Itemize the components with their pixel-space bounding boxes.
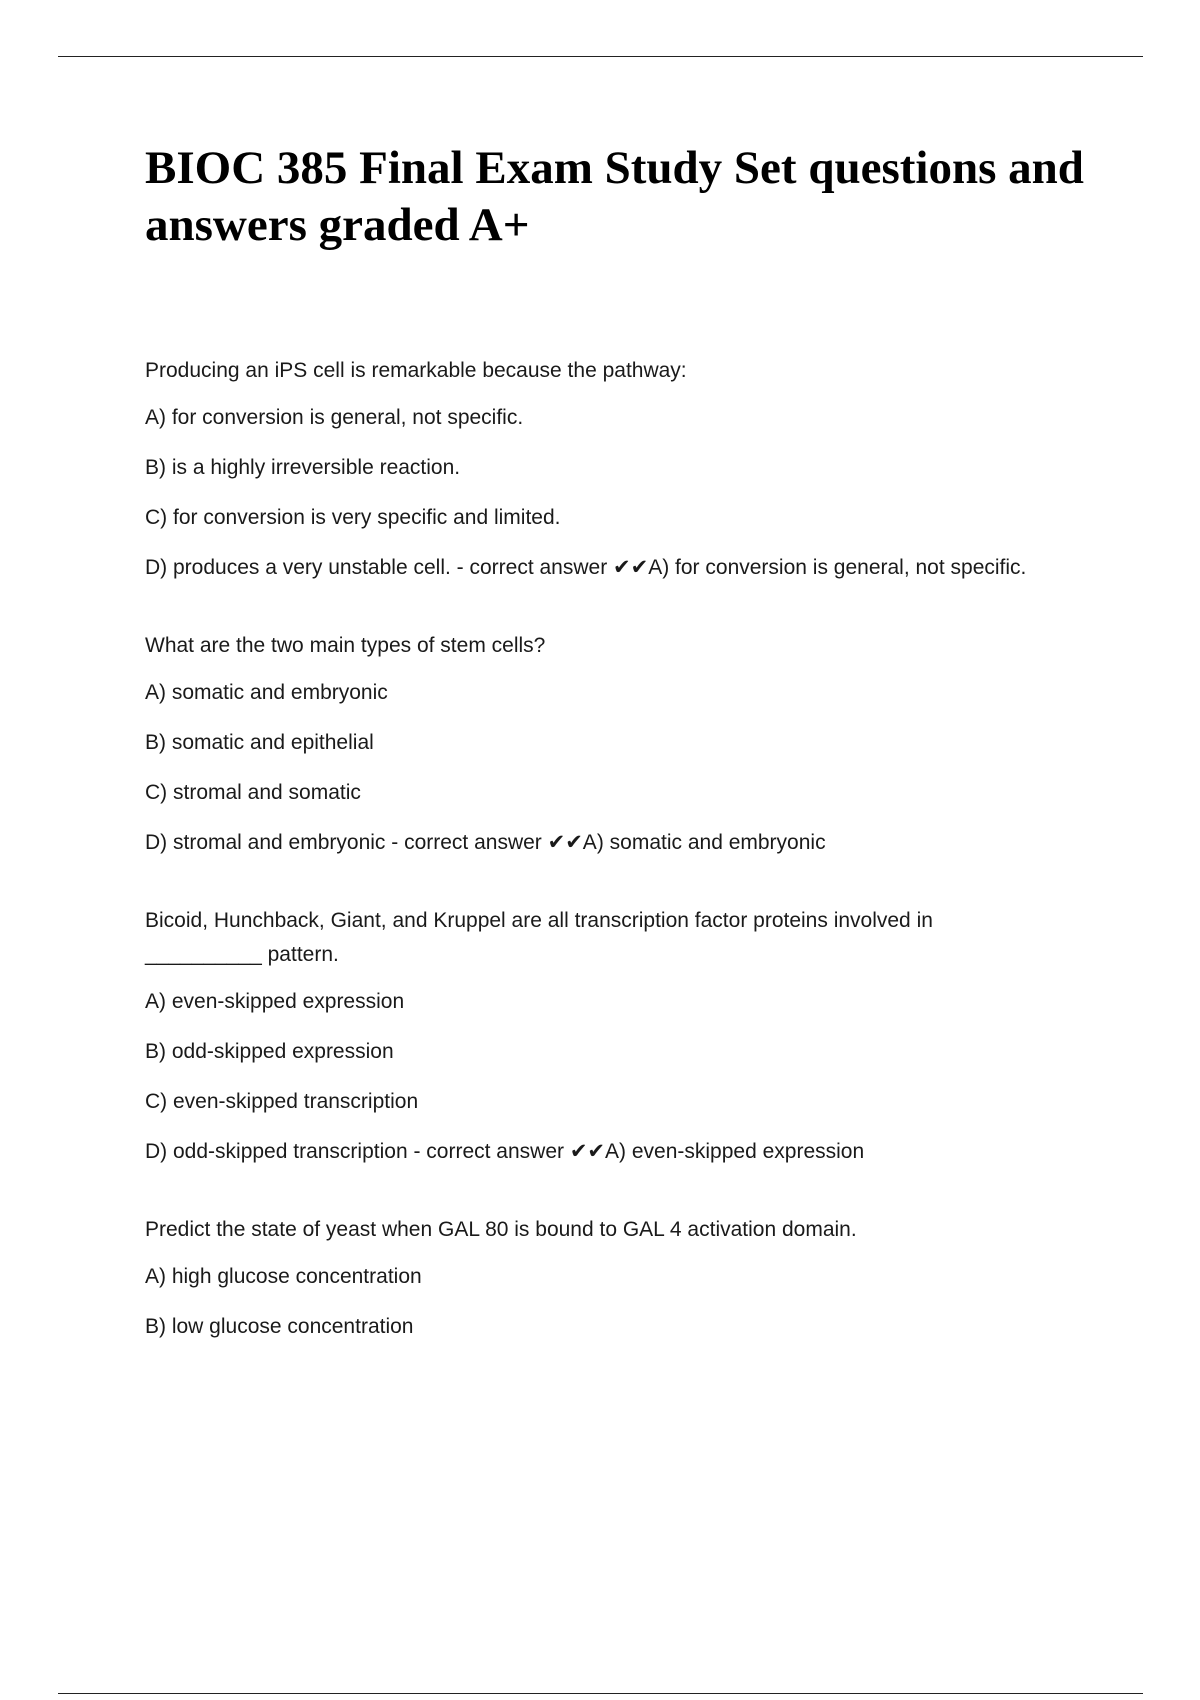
question-text: What are the two main types of stem cells? bbox=[145, 634, 546, 657]
answer-option-with-correct-answer: D) odd-skipped transcription - correct answer ✔✔A) even-skipped expression bbox=[145, 1140, 865, 1163]
question-list bbox=[145, 354, 1095, 1341]
answer-option: C) stromal and somatic bbox=[145, 781, 361, 804]
answer-option: A) for conversion is general, not specific. bbox=[145, 406, 524, 429]
answer-option-with-correct-answer: D) produces a very unstable cell. - correct answer ✔✔A) for conversion is general, not specific. bbox=[145, 556, 1027, 579]
question-block bbox=[145, 354, 1095, 582]
answer-option: A) high glucose concentration bbox=[145, 1265, 422, 1288]
answer-option: A) even-skipped expression bbox=[145, 990, 405, 1013]
question-block bbox=[145, 629, 1095, 857]
question-block bbox=[145, 1213, 1095, 1341]
document-title: BIOC 385 Final Exam Study Set questions and answers graded A+ bbox=[145, 142, 1084, 251]
answer-option: B) odd-skipped expression bbox=[145, 1040, 394, 1063]
answer-option: B) low glucose concentration bbox=[145, 1315, 414, 1338]
answer-option: C) even-skipped transcription bbox=[145, 1090, 419, 1113]
answer-option-with-correct-answer: D) stromal and embryonic - correct answer ✔✔A) somatic and embryonic bbox=[145, 831, 826, 854]
answer-option: B) is a highly irreversible reaction. bbox=[145, 456, 461, 479]
document-body bbox=[145, 140, 1095, 1388]
top-divider bbox=[58, 56, 1143, 57]
answer-option: B) somatic and epithelial bbox=[145, 731, 374, 754]
answer-option: A) somatic and embryonic bbox=[145, 681, 388, 704]
question-block bbox=[145, 904, 1095, 1166]
question-text: Bicoid, Hunchback, Giant, and Kruppel are all transcription factor proteins involved in __________ pattern. bbox=[145, 909, 933, 966]
question-text: Producing an iPS cell is remarkable because the pathway: bbox=[145, 359, 687, 382]
question-text: Predict the state of yeast when GAL 80 is bound to GAL 4 activation domain. bbox=[145, 1218, 857, 1241]
answer-option: C) for conversion is very specific and limited. bbox=[145, 506, 561, 529]
bottom-divider bbox=[58, 1693, 1143, 1694]
